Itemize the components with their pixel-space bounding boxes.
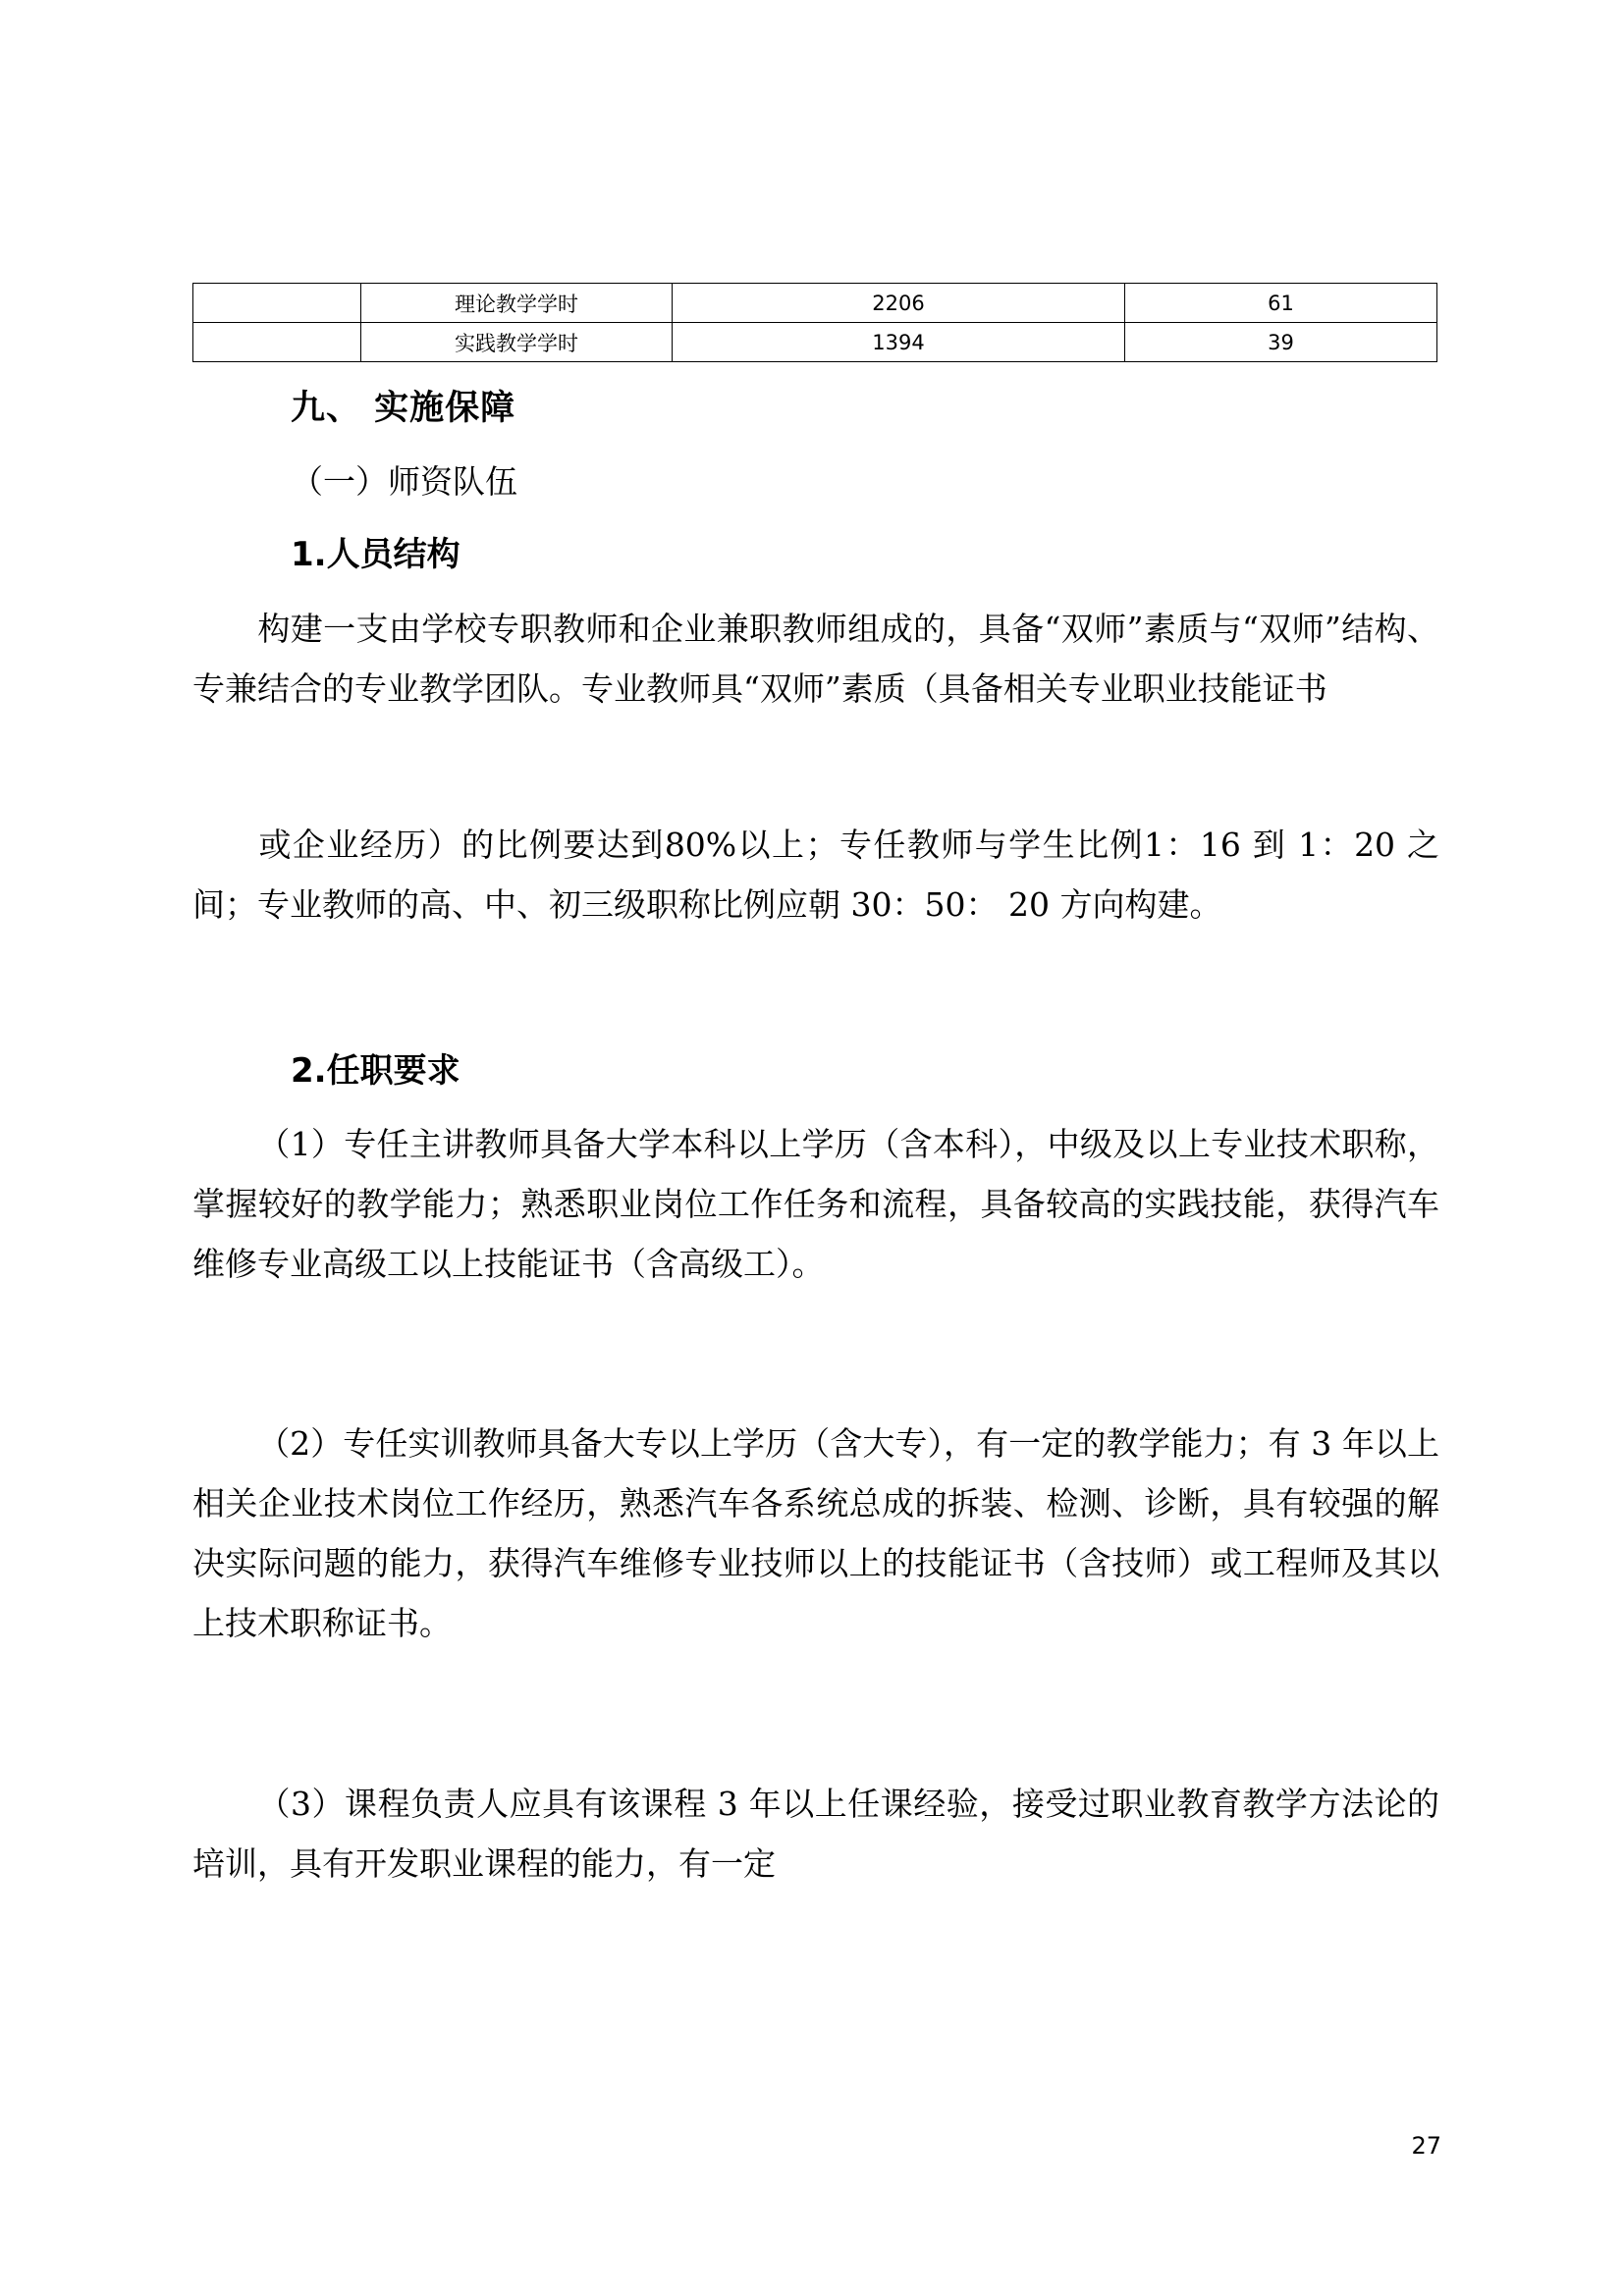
- paragraph-4: [192, 1414, 1439, 1653]
- table-row: [193, 284, 1437, 323]
- paragraph-3: [192, 1114, 1439, 1294]
- item-heading-1: 1.人员结构: [291, 535, 460, 574]
- paragraph-1: [192, 599, 1439, 719]
- table-cell-hours: 2206: [673, 284, 1125, 323]
- table-cell-name: 理论教学学时: [361, 284, 673, 323]
- table-cell-percent: 39: [1125, 323, 1437, 362]
- table-cell-blank: [193, 323, 361, 362]
- paragraph-3-text: （1）专任主讲教师具备大学本科以上学历（含本科），中级及以上专业技术职称，掌握较好的教学能力；熟悉职业岗位工作任务和流程，具备较高的实践技能，获得汽车维修专业高级工以上技能证书（含高级工）。: [192, 1125, 1439, 1283]
- subsection-heading: （一）师资队伍: [291, 462, 517, 501]
- paragraph-2: [192, 815, 1439, 934]
- paragraph-4-text: （2）专任实训教师具备大专以上学历（含大专），有一定的教学能力；有 3 年以上相关企业技术岗位工作经历，熟悉汽车各系统总成的拆装、检测、诊断，具有较强的解决实际问题的能力，获得汽车维修专业技师以上的技能证书（含技师）或工程师及其以上技术职称证书。: [192, 1424, 1439, 1642]
- paragraph-2-text: 或企业经历）的比例要达到80%以上；专任教师与学生比例1：16 到 1：20 之间；专业教师的高、中、初三级职称比例应朝 30：50： 20 方向构建。: [192, 826, 1439, 924]
- table-cell-blank: [193, 284, 361, 323]
- teaching-hours-table: [192, 283, 1433, 362]
- table-cell-hours: 1394: [673, 323, 1125, 362]
- table-cell-name: 实践教学学时: [361, 323, 673, 362]
- table-cell-percent: 61: [1125, 284, 1437, 323]
- item-heading-2: 2.任职要求: [291, 1051, 460, 1091]
- page-number: 27: [1411, 2132, 1441, 2160]
- paragraph-1-text: 构建一支由学校专职教师和企业兼职教师组成的，具备“双师”素质与“双师”结构、专兼结合的专业教学团队。专业教师具“双师”素质（具备相关专业职业技能证书: [192, 610, 1439, 708]
- table-row: [193, 323, 1437, 362]
- section-heading: 九、 实施保障: [291, 389, 516, 428]
- paragraph-5: [192, 1774, 1439, 1894]
- paragraph-5-text: （3）课程负责人应具有该课程 3 年以上任课经验，接受过职业教育教学方法论的培训，具有开发职业课程的能力，有一定: [192, 1785, 1439, 1883]
